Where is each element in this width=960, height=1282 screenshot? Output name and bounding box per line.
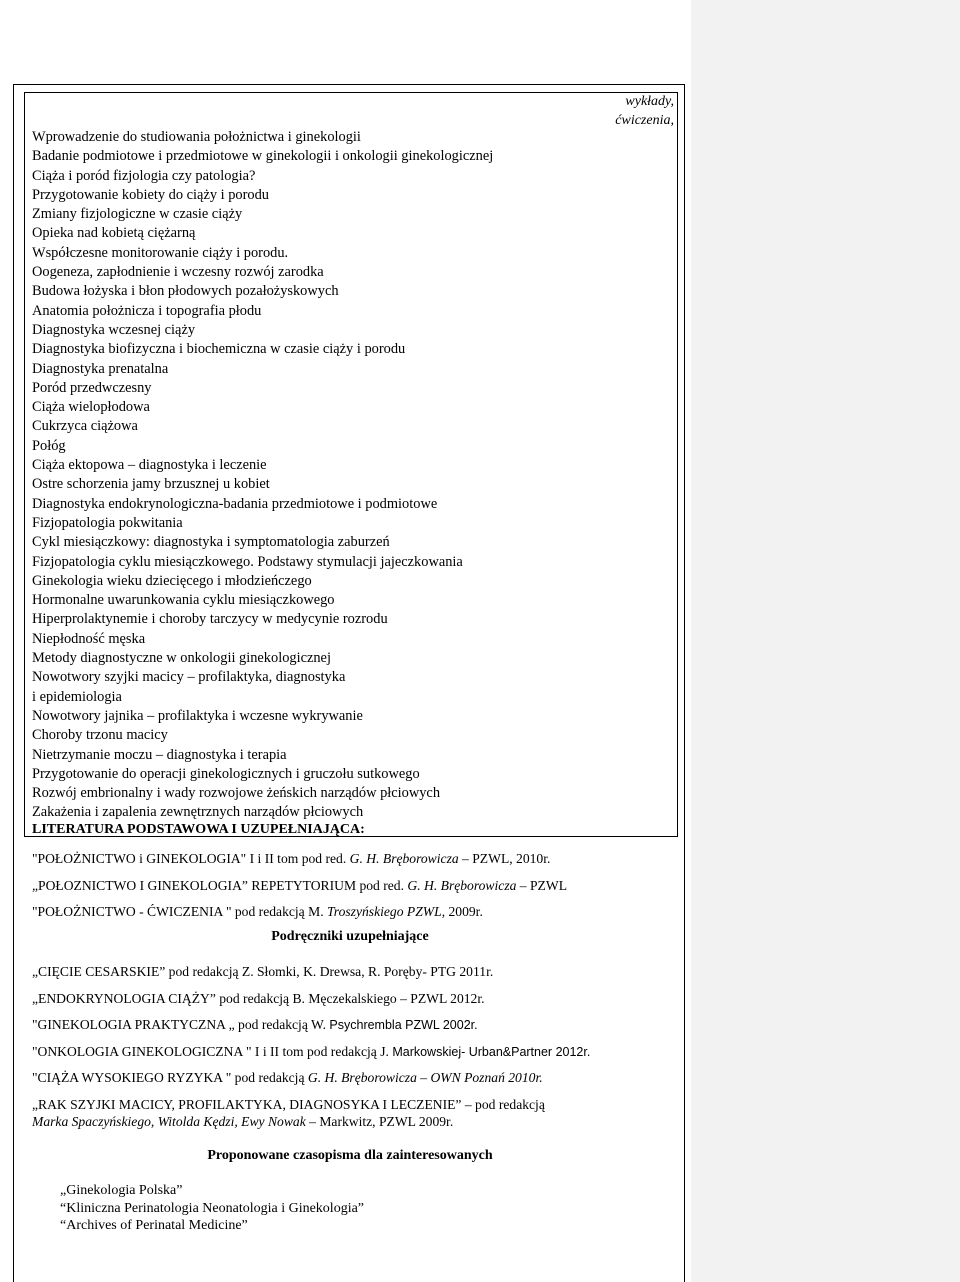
journals-heading: Proponowane czasopisma dla zainteresowanych — [207, 1148, 493, 1163]
list-item: Fizjopatologia pokwitania — [32, 514, 183, 531]
supplementary-heading: Podręczniki uzupełniające — [271, 929, 429, 944]
list-item: Zmiany fizjologiczne w czasie ciąży — [32, 206, 243, 223]
list-item: Diagnostyka endokrynologiczna-badania przedmiotowe i podmiotowe — [32, 495, 438, 512]
reference-item — [32, 877, 567, 894]
list-item: Cukrzyca ciążowa — [32, 418, 138, 435]
comment-margin — [691, 0, 960, 1282]
list-item: Niepłodność męska — [32, 630, 146, 647]
list-item: Przygotowanie kobiety do ciąży i porodu — [32, 186, 269, 203]
reference-editor: G. H. Bręborowicza — [407, 878, 517, 893]
list-item: Diagnostyka prenatalna — [32, 360, 169, 377]
list-item: Rozwój embrionalny i wady rozwojowe żeńskich narządów płciowych — [32, 785, 441, 802]
reference-publisher: – Markwitz, PZWL 2009r. — [305, 1114, 454, 1129]
reference-editor: G. H. Bręborowicza – OWN Poznań 2010r. — [307, 1070, 543, 1085]
list-item: Opieka nad kobietą ciężarną — [32, 225, 196, 242]
list-item: Poród przedwczesny — [32, 379, 152, 396]
list-item: Ciąża ektopowa – diagnostyka i leczenie — [32, 457, 267, 474]
list-item: Wprowadzenie do studiowania położnictwa i ginekologii — [32, 129, 361, 145]
list-item: Badanie podmiotowe i przedmiotowe w ginekologii i onkologii ginekologicznej — [32, 148, 494, 165]
list-item: Anatomia położnicza i topografia płodu — [32, 302, 262, 319]
reference-item — [32, 1043, 590, 1061]
reference-editor: Markowskiej- Urban&Partner 2012r. — [392, 1045, 591, 1059]
list-item: Diagnostyka wczesnej ciąży — [32, 321, 196, 338]
list-item: i epidemiologia — [32, 688, 122, 705]
list-item: Metody diagnostyczne w onkologii ginekologicznej — [32, 650, 331, 667]
list-item: Zakażenia i zapalenia zewnętrznych narządów płciowych — [32, 804, 364, 821]
reference-item — [32, 850, 550, 867]
reference-text: "CIĄŻA WYSOKIEGO RYZYKA " pod redakcją — [32, 1070, 308, 1085]
list-item: Budowa łożyska i błon płodowych pozałożyskowych — [32, 283, 339, 300]
list-item: Hormonalne uwarunkowania cyklu miesiączkowego — [32, 592, 335, 609]
list-item: Ciąża i poród fizjologia czy patologia? — [32, 167, 256, 184]
reference-item — [32, 1016, 478, 1034]
list-item: Choroby trzonu macicy — [32, 727, 168, 744]
list-item: Nowotwory jajnika – profilaktyka i wczesne wykrywanie — [32, 707, 363, 724]
list-item: “Kliniczna Perinatologia Neonatologia i Ginekologia” — [60, 1200, 365, 1216]
list-item: Ostre schorzenia jamy brzusznej u kobiet — [32, 476, 270, 493]
reference-item: „ENDOKRYNOLOGIA CIĄŻY” pod redakcją B. Męczekalskiego – PZWL 2012r. — [32, 991, 485, 1006]
reference-text: "GINEKOLOGIA PRAKTYCZNA „ pod redakcją W. — [32, 1017, 330, 1032]
reference-item — [32, 903, 483, 920]
literature-heading: LITERATURA PODSTAWOWA I UZUPEŁNIAJĄCA: — [32, 822, 365, 837]
list-item: Ciąża wielopłodowa — [32, 399, 150, 416]
list-item: Hiperprolaktynemie i choroby tarczycy w medycynie rozrodu — [32, 611, 388, 628]
list-item: Oogeneza, zapłodnienie i wczesny rozwój zarodka — [32, 264, 324, 281]
reference-item: „RAK SZYJKI MACICY, PROFILAKTYKA, DIAGNOSYKA I LECZENIE” – pod redakcją — [32, 1097, 545, 1112]
forms-header-cell: wykłady, ćwiczenia, — [615, 94, 674, 128]
reference-publisher: – PZWL, 2010r. — [458, 851, 551, 866]
list-item: Nietrzymanie moczu – diagnostyka i terapia — [32, 746, 287, 763]
reference-editor: Troszyńskiego PZWL — [327, 904, 442, 919]
list-item: Połóg — [32, 437, 66, 454]
list-item: Ginekologia wieku dziecięcego i młodzieńczego — [32, 572, 312, 589]
reference-text: „POŁOZNICTWO I GINEKOLOGIA” REPETYTORIUM pod red. — [32, 878, 408, 893]
reference-publisher: – PZWL — [516, 878, 567, 893]
list-item: Przygotowanie do operacji ginekologicznych i gruczołu sutkowego — [32, 765, 420, 782]
reference-publisher: , 2009r. — [441, 904, 483, 919]
list-item: „Ginekologia Polska” — [60, 1183, 183, 1198]
reference-item: „CIĘCIE CESARSKIE” pod redakcją Z. Słomki, K. Drewsa, R. Poręby- PTG 2011r. — [32, 964, 494, 979]
list-item: Fizjopatologia cyklu miesiączkowego. Podstawy stymulacji jajeczkowania — [32, 553, 463, 570]
list-item: “Archives of Perinatal Medicine” — [60, 1218, 248, 1233]
reference-text: "POŁOŻNICTWO - ĆWICZENIA " pod redakcją M. — [32, 904, 327, 919]
reference-editor: Psychrembla PZWL 2002r. — [329, 1018, 478, 1032]
journals-list — [60, 1182, 364, 1235]
reference-editor: G. H. Bręborowicza — [349, 851, 459, 866]
reference-item — [32, 1113, 453, 1130]
topics-list — [32, 128, 493, 823]
list-item: Cykl miesiączkowy: diagnostyka i symptomatologia zaburzeń — [32, 534, 390, 551]
reference-text: "POŁOŻNICTWO i GINEKOLOGIA" I i II tom pod red. — [32, 851, 350, 866]
list-item: Nowotwory szyjki macicy – profilaktyka, diagnostyka — [32, 669, 346, 686]
reference-editor: Marka Spaczyńskiego, Witolda Kędzi, Ewy Nowak — [32, 1114, 306, 1129]
list-item: Współczesne monitorowanie ciąży i porodu. — [32, 244, 289, 261]
reference-item — [32, 1069, 543, 1086]
reference-text: "ONKOLOGIA GINEKOLOGICZNA " I i II tom pod redakcją J. — [32, 1044, 393, 1059]
list-item: Diagnostyka biofizyczna i biochemiczna w czasie ciąży i porodu — [32, 341, 406, 358]
